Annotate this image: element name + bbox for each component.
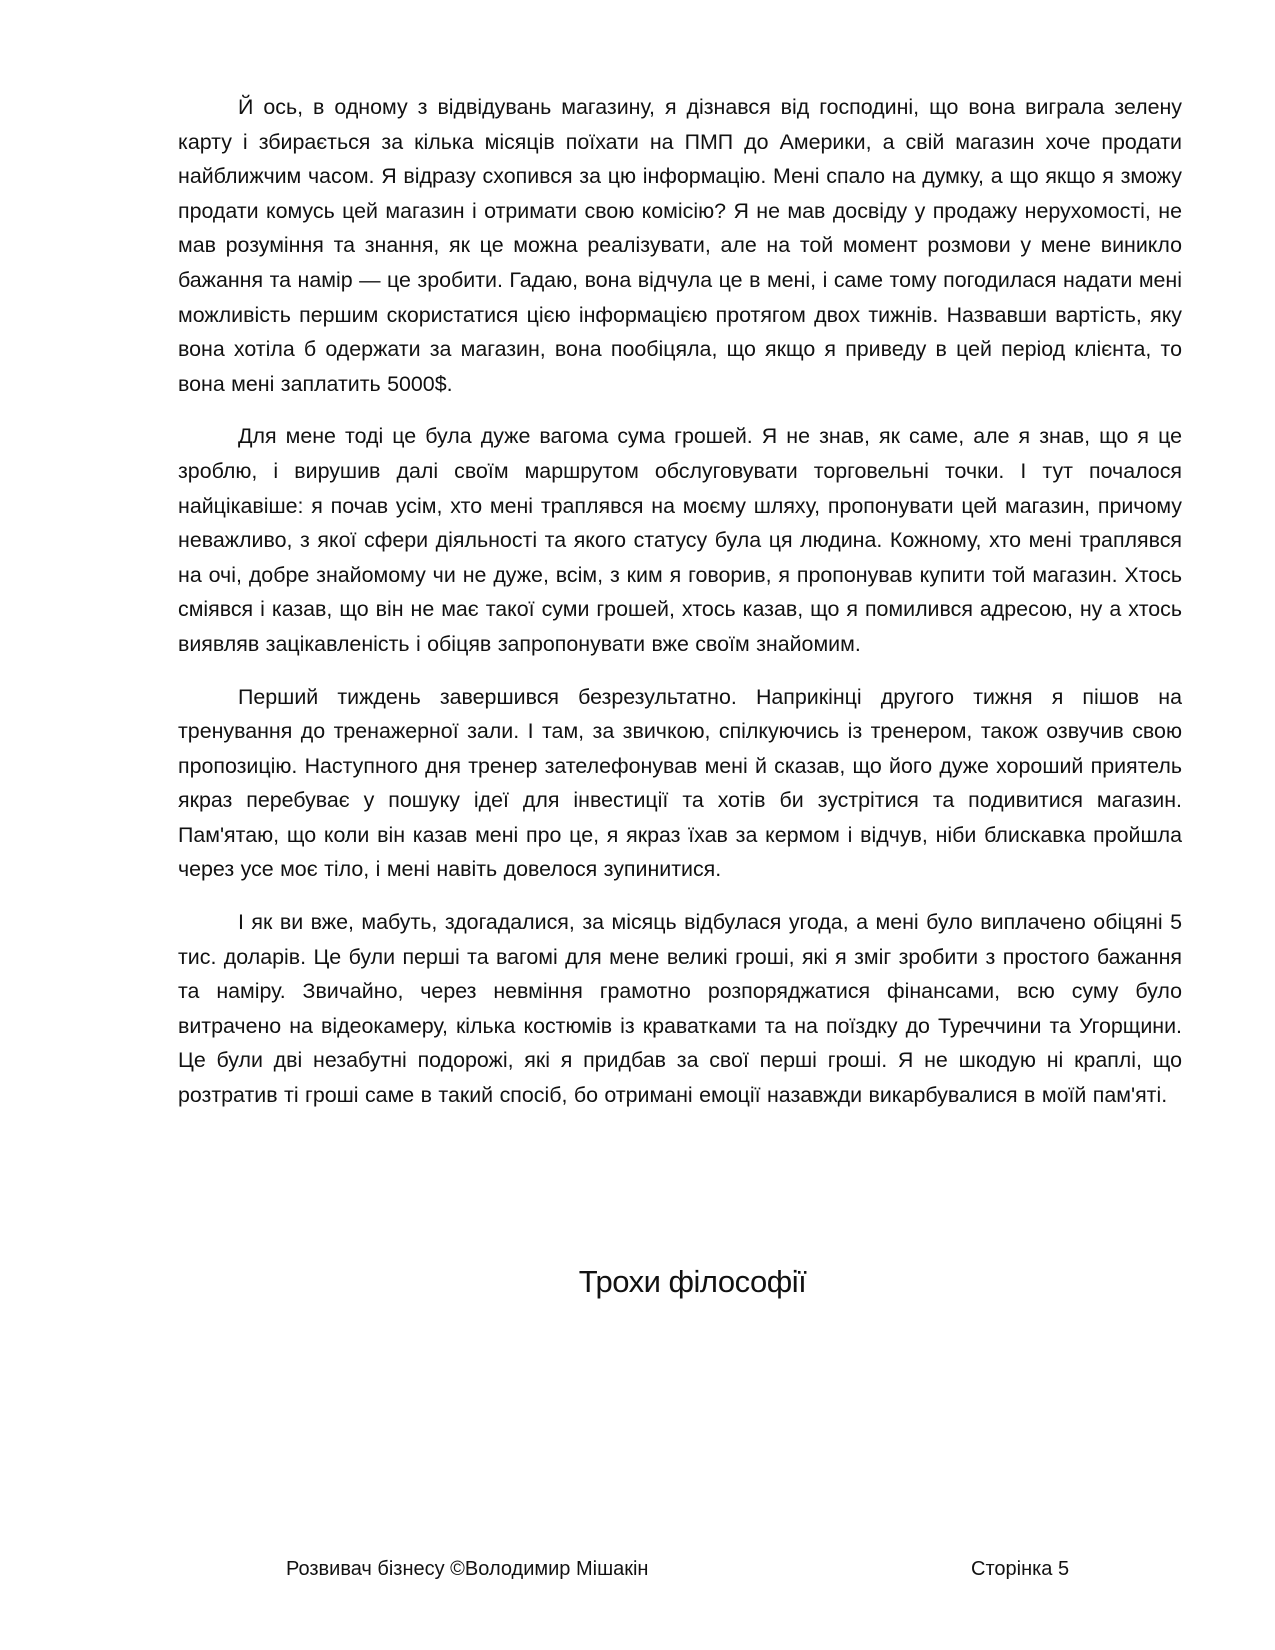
paragraph-1: Й ось, в одному з відвідувань магазину, я дізнався від господині, що вона виграла зелену карту і збирається за кілька місяців поїхати на ПМП до Америки, а свій магазин хоче продати найближчим часом. Я відразу схопився за цю інформацію. Мені спало на думку, а що якщо я зможу продати комусь цей магазин і отримати свою комісію? Я не мав досвіду у продажу нерухомості, не мав розуміння та знання, як це можна реалізувати, але на той момент розмови у мене виникло бажання та намір — це зробити. Гадаю, вона відчула це в мені, і саме тому погодилася надати мені можливість першим скористатися цією інформацією протягом двох тижнів. Назвавши вартість, яку вона хотіла б одержати за магазин, вона пообіцяла, що якщо я приведу в цей період клієнта, то вона мені заплатить 5000$. — [178, 95, 1182, 396]
footer-page-number: Сторінка 5 — [971, 1558, 1070, 1580]
paragraph-4: І як ви вже, мабуть, здогадалися, за місяць відбулася угода, а мені було виплачено обіцяні 5 тис. доларів. Це були перші та вагомі для мене великі гроші, які я зміг зробити з простого бажання та наміру. Звичайно, через невміння грамотно розпоряджатися фінансами, всю суму було витрачено на відеокамеру, кілька костюмів із краватками та на поїздку до Туреччини та Угорщини. Це були дві незабутні подорожі, які я придбав за свої перші гроші. Я не шкодую ні краплі, що розтратив ті гроші саме в такий спосіб, бо отримані емоції назавжди викарбувалися в моїй пам'яті. — [178, 910, 1182, 1108]
footer-author: Розвивач бізнесу ©Володимир Мішакін — [286, 1558, 649, 1580]
section-heading: Трохи філософії — [578, 1264, 807, 1299]
paragraph-2: Для мене тоді це була дуже вагома сума грошей. Я не знав, як саме, але я знав, що я це зроблю, і вирушив далі своїм маршрутом обслуговувати торговельні точки. І тут почалося найцікавіше: я почав усім, хто мені траплявся на моєму шляху, пропонувати цей магазин, причому неважливо, з якої сфери діяльності та якого статусу була ця людина. Кожному, хто мені траплявся на очі, добре знайомому чи не дуже, всім, з ким я говорив, я пропонував купити той магазин. Хтось сміявся і казав, що він не має такої суми грошей, хтось казав, що я помилився адресою, ну а хтось виявляв зацікавленість і обіцяв запропонувати вже своїм знайомим. — [178, 424, 1182, 656]
paragraph-3: Перший тиждень завершився безрезультатно. Наприкінці другого тижня я пішов на тренування до тренажерної зали. І там, за звичкою, спілкуючись із тренером, також озвучив свою пропозицію. Наступного дня тренер зателефонував мені й сказав, що його дуже хороший приятель якраз перебуває у пошуку ідеї для інвестиції та хотів би зустрітися та подивитися магазин. Пам'ятаю, що коли він казав мені про це, я якраз їхав за кермом і відчув, ніби блискавка пройшла через усе моє тіло, і мені навіть довелося зупинитися. — [178, 684, 1182, 882]
body-text — [178, 90, 1182, 1131]
